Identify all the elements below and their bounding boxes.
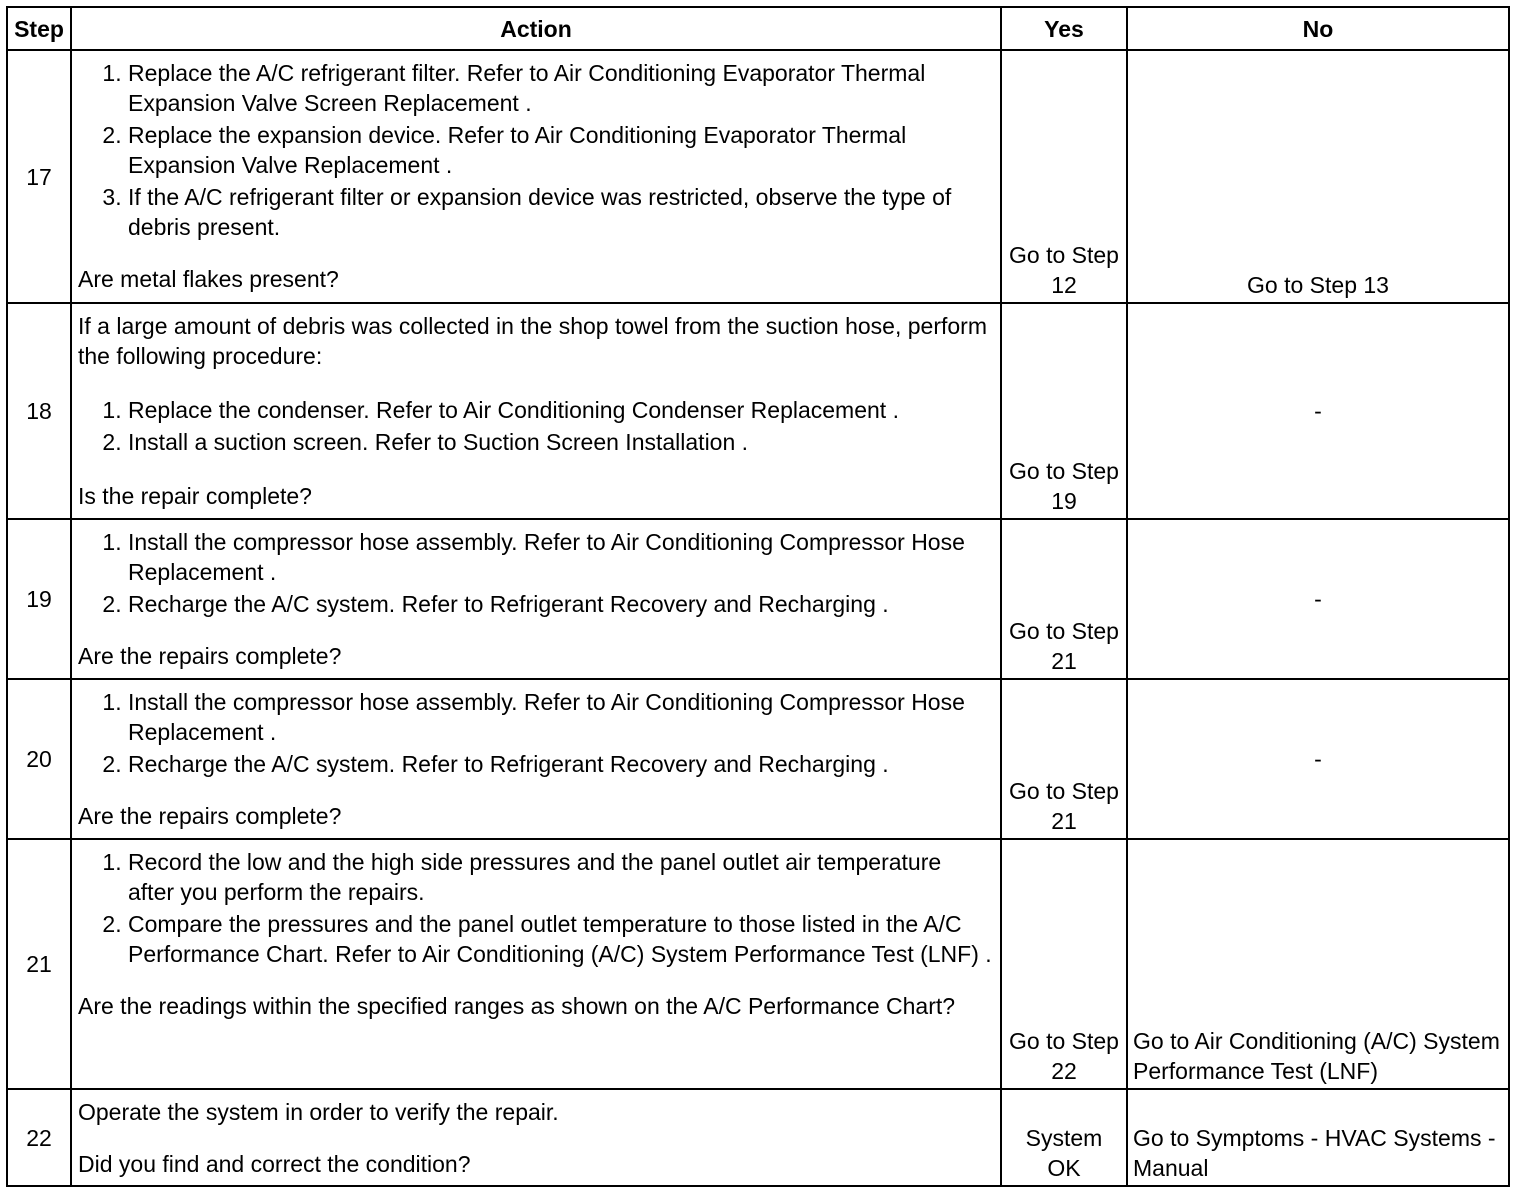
yes-cell: [1001, 50, 1127, 303]
action-cell: [71, 303, 1001, 519]
action-step: 1. Record the low and the high side pressures and the panel outlet air temperature after you perform the repairs.: [128, 847, 992, 907]
action-question: Is the repair complete?: [78, 483, 312, 509]
yes-link[interactable]: Go to Step 12: [1009, 242, 1119, 298]
table-row: [7, 679, 1509, 839]
header-no: No: [1127, 7, 1509, 50]
yes-cell: [1001, 1089, 1127, 1186]
yes-link[interactable]: Go to Step 21: [1009, 618, 1119, 674]
action-intro: If a large amount of debris was collected in the shop towel from the suction hose, perform the following procedure:: [78, 313, 987, 369]
yes-cell: [1001, 839, 1127, 1089]
no-cell: [1127, 303, 1509, 519]
no-value: -: [1314, 398, 1322, 424]
yes-cell: [1001, 303, 1127, 519]
yes-link[interactable]: Go to Step 21: [1009, 778, 1119, 834]
action-steps-list: [78, 527, 992, 619]
action-step: 3. If the A/C refrigerant filter or expansion device was restricted, observe the type of debris present.: [128, 182, 992, 242]
table-row: [7, 839, 1509, 1089]
step-number: 19: [7, 519, 71, 679]
no-link[interactable]: Go to Step 13: [1247, 272, 1389, 298]
action-step: 1. Replace the A/C refrigerant filter. Refer to Air Conditioning Evaporator Thermal Expansion Valve Screen Replacement .: [128, 58, 992, 118]
action-steps-list: [78, 847, 992, 969]
step-number: 21: [7, 839, 71, 1089]
yes-cell: [1001, 679, 1127, 839]
header-step: Step: [7, 7, 71, 50]
action-steps-list: [78, 395, 992, 457]
action-cell: [71, 50, 1001, 303]
action-question: Did you find and correct the condition?: [78, 1151, 471, 1177]
action-step: 2. Recharge the A/C system. Refer to Refrigerant Recovery and Recharging .: [128, 589, 992, 619]
yes-link[interactable]: Go to Step 19: [1009, 458, 1119, 514]
no-cell: [1127, 1089, 1509, 1186]
action-steps-list: [78, 687, 992, 779]
diagnostic-table: [6, 6, 1510, 1187]
action-question: Are the readings within the specified ranges as shown on the A/C Performance Chart?: [78, 993, 956, 1019]
action-steps-list: [78, 58, 992, 242]
no-link[interactable]: Go to Symptoms - HVAC Systems - Manual: [1133, 1125, 1496, 1181]
action-step: 2. Install a suction screen. Refer to Suction Screen Installation .: [128, 427, 992, 457]
no-cell: [1127, 839, 1509, 1089]
action-cell: [71, 839, 1001, 1089]
yes-value: System OK: [1025, 1125, 1103, 1181]
table-row: [7, 303, 1509, 519]
action-question: Are metal flakes present?: [78, 266, 339, 292]
yes-cell: [1001, 519, 1127, 679]
header-action: Action: [71, 7, 1001, 50]
no-value: -: [1314, 746, 1322, 772]
step-number: 18: [7, 303, 71, 519]
table-row: [7, 50, 1509, 303]
action-question: Are the repairs complete?: [78, 643, 342, 669]
header-yes: Yes: [1001, 7, 1127, 50]
header-row: [7, 7, 1509, 50]
action-step: 1. Install the compressor hose assembly. Refer to Air Conditioning Compressor Hose Replacement .: [128, 687, 992, 747]
no-cell: [1127, 50, 1509, 303]
action-step: 1. Install the compressor hose assembly. Refer to Air Conditioning Compressor Hose Replacement .: [128, 527, 992, 587]
action-step: 2. Recharge the A/C system. Refer to Refrigerant Recovery and Recharging .: [128, 749, 992, 779]
action-cell: [71, 519, 1001, 679]
diagnostic-table-container: [6, 6, 1510, 1187]
yes-link[interactable]: Go to Step 22: [1009, 1028, 1119, 1084]
no-cell: [1127, 679, 1509, 839]
action-question: Are the repairs complete?: [78, 803, 342, 829]
step-number: 20: [7, 679, 71, 839]
action-cell: [71, 1089, 1001, 1186]
step-number: 17: [7, 50, 71, 303]
table-row: [7, 1089, 1509, 1186]
no-cell: [1127, 519, 1509, 679]
action-step: 2. Compare the pressures and the panel outlet temperature to those listed in the A/C Performance Chart. Refer to Air Conditioning (A/C) System Performance Test (LNF) .: [128, 909, 992, 969]
action-step: 1. Replace the condenser. Refer to Air Conditioning Condenser Replacement .: [128, 395, 992, 425]
no-value: -: [1314, 586, 1322, 612]
action-cell: [71, 679, 1001, 839]
action-step: 2. Replace the expansion device. Refer to Air Conditioning Evaporator Thermal Expansion Valve Replacement .: [128, 120, 992, 180]
table-row: [7, 519, 1509, 679]
action-intro: Operate the system in order to verify the repair.: [78, 1099, 559, 1125]
no-link[interactable]: Go to Air Conditioning (A/C) System Performance Test (LNF): [1133, 1028, 1500, 1084]
step-number: 22: [7, 1089, 71, 1186]
